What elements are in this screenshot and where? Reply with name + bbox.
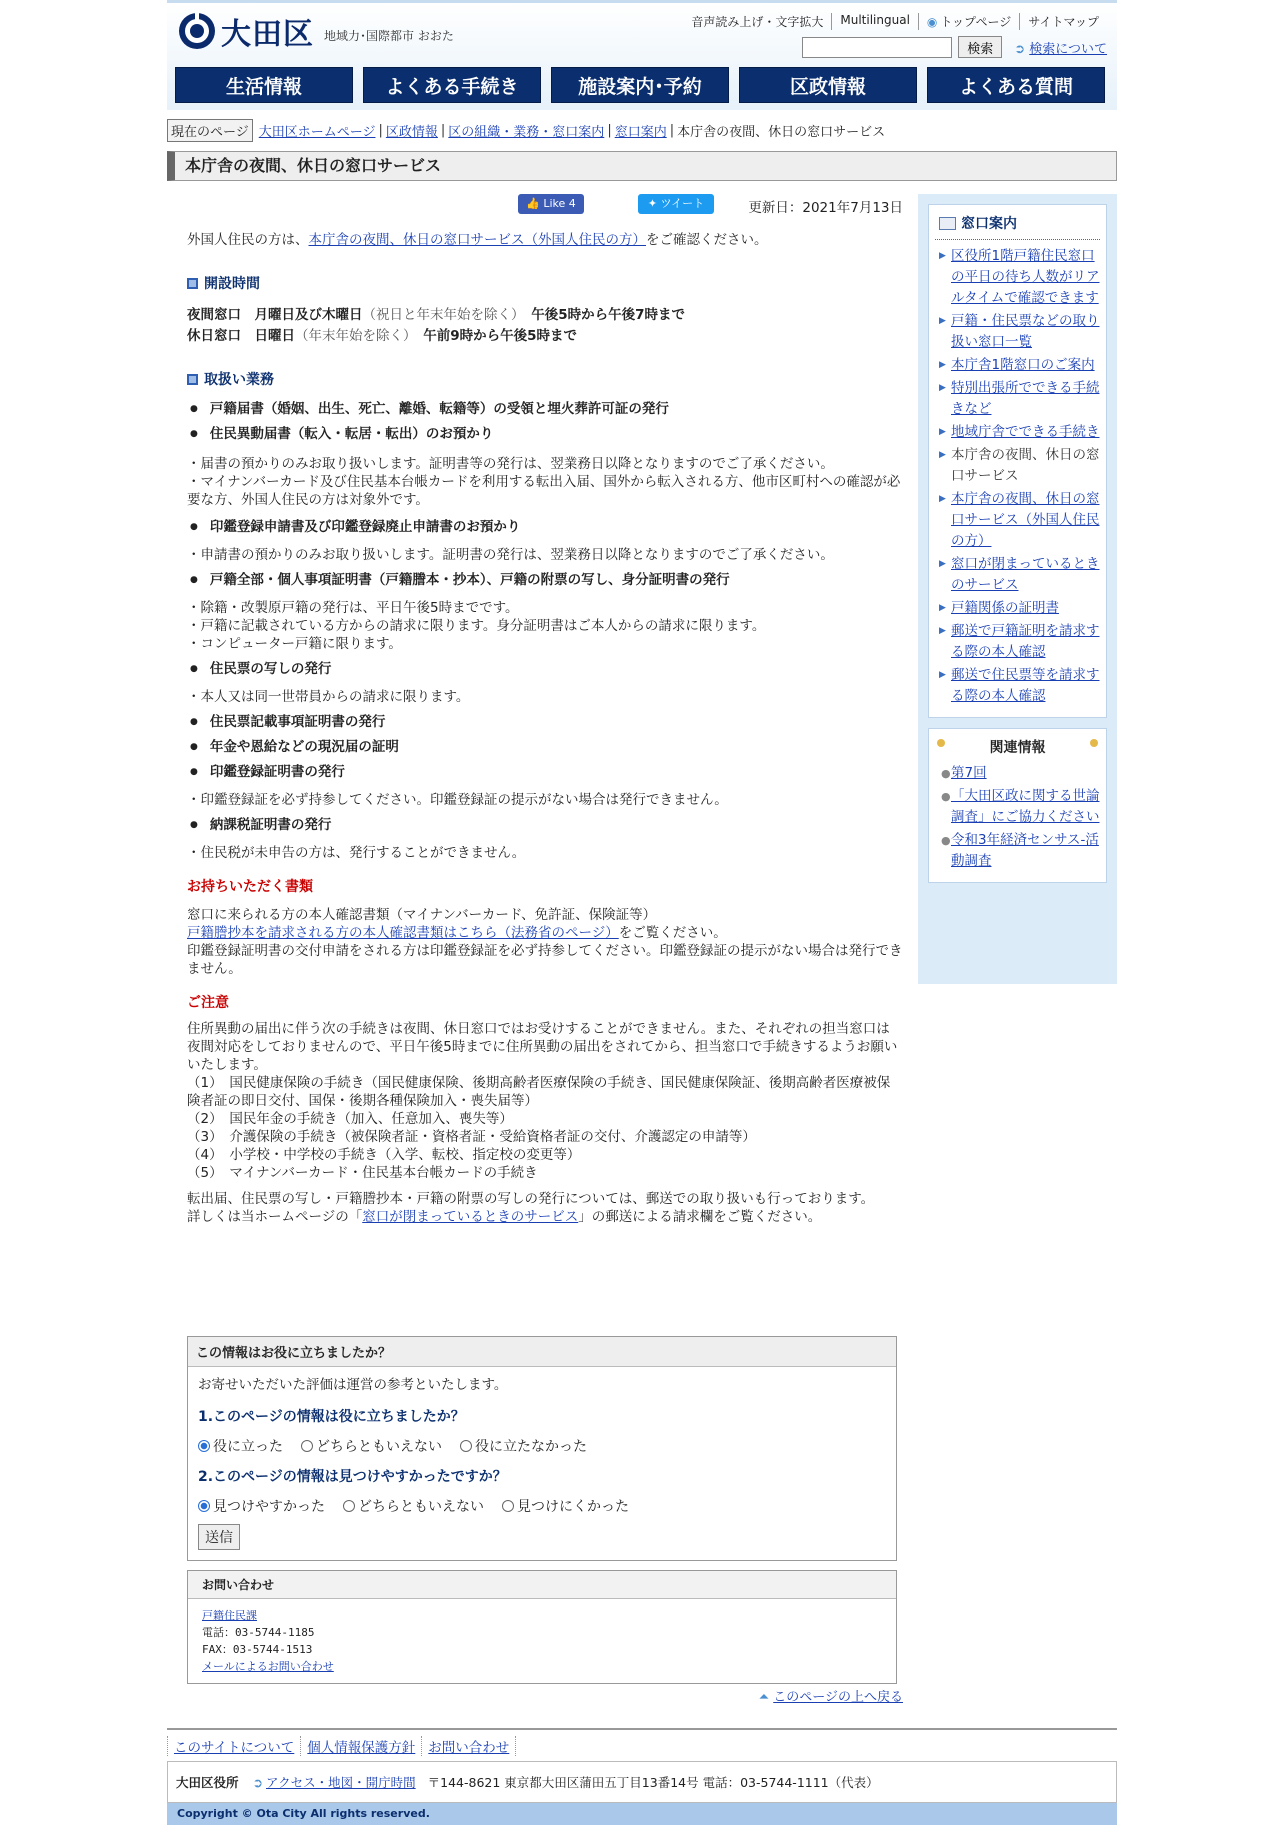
- closed-service-link[interactable]: 窓口が閉まっているときのサービス: [362, 1209, 579, 1225]
- contact-dept-link[interactable]: 戸籍住民課: [202, 1609, 257, 1622]
- contact-mail-link[interactable]: メールによるお問い合わせ: [202, 1660, 334, 1673]
- sidebar-item[interactable]: [935, 311, 1100, 353]
- related-item-label: 令和3年経済センサス‐活動調査: [951, 832, 1099, 869]
- service-item: ● 住民異動届書（転入・転居・転出）のお預かり: [187, 424, 903, 445]
- triangle-right-icon: ▶: [939, 383, 946, 393]
- bullet-icon: ●: [941, 834, 951, 847]
- survey-options-1: [198, 1436, 886, 1456]
- service-item: ● 納課税証明書の発行: [187, 815, 903, 836]
- foreign-resident-link[interactable]: 本庁舎の夜間、休日の窓口サービス（外国人住民の方）: [308, 232, 646, 248]
- tweet-button[interactable]: [638, 194, 714, 214]
- util-multilingual-link[interactable]: Multilingual: [831, 13, 918, 30]
- bring-section: [187, 906, 903, 978]
- service-note: ・印鑑登録証を必ず持参してください。印鑑登録証の提示がない場合は発行できません。: [187, 792, 728, 808]
- sidebar: [918, 194, 1117, 984]
- sidebar-list: [935, 246, 1100, 707]
- nav-procedures[interactable]: よくある手続き: [363, 67, 541, 103]
- bring-heading: お持ちいただく書類: [187, 879, 313, 895]
- triangle-right-icon: ▶: [939, 603, 946, 613]
- triangle-right-icon: ▶: [939, 251, 946, 261]
- hours-holiday: [187, 326, 903, 347]
- contact-box: [187, 1570, 897, 1684]
- services-list: [187, 399, 903, 862]
- sidebar-title: [935, 211, 1100, 240]
- q1-option-useful-label: 役に立った: [213, 1439, 283, 1455]
- q2-option-easy[interactable]: [198, 1496, 325, 1516]
- bird-icon: ✦: [647, 197, 658, 210]
- util-top-link[interactable]: [918, 13, 1019, 30]
- services-heading: [187, 369, 903, 389]
- service-item: ● 印鑑登録証明書の発行: [187, 762, 903, 783]
- util-sitemap-link[interactable]: サイトマップ: [1019, 13, 1107, 30]
- main-content: [187, 192, 903, 1226]
- triangle-right-icon: ▶: [939, 626, 946, 636]
- search-help-label: 検索について: [1029, 41, 1107, 57]
- ota-city-emblem-icon: [177, 11, 217, 51]
- sidebar-item[interactable]: [935, 665, 1100, 707]
- service-item: ● 戸籍届書（婚姻、出生、死亡、離婚、転籍等）の受領と埋火葬許可証の発行: [187, 399, 903, 420]
- footer-access-link[interactable]: [253, 1773, 416, 1791]
- page-top-label: このページの上へ戻る: [773, 1690, 903, 1705]
- intro-text: [187, 230, 903, 251]
- footer-links: [167, 1728, 1117, 1756]
- footer-info: [167, 1761, 1117, 1803]
- site-search: [802, 36, 1107, 58]
- sidebar-item-label: 戸籍関係の証明書: [951, 600, 1059, 616]
- sidebar-item-label: 窓口が閉まっているときのサービス: [951, 556, 1100, 593]
- thumbs-up-icon: 👍: [526, 197, 540, 210]
- caution-section: [187, 1020, 903, 1226]
- service-note: ・届書の預かりのみお取り扱いします。証明書等の発行は、翌業務日以降となりますのでご了承ください。: [187, 456, 834, 472]
- intro-pre: 外国人住民の方は、: [187, 232, 309, 248]
- service-note: ・コンピューター戸籍に限ります。: [187, 636, 402, 652]
- bullet-icon: ●: [941, 790, 951, 803]
- sidebar-item-label: 地域庁舎でできる手続き: [951, 424, 1100, 440]
- contact-fax: FAX：03-5744-1513: [202, 1643, 313, 1656]
- hours-night-label: 夜間窓口 月曜日及び木曜日: [187, 307, 363, 323]
- survey-submit-button[interactable]: 送信: [198, 1524, 240, 1550]
- sidebar-item-current: [935, 445, 1100, 487]
- bring-line-2-post: をご覧ください。: [618, 925, 727, 941]
- triangle-right-icon: ▶: [939, 360, 946, 370]
- hours-night-time: 午後5時から午後7時まで: [517, 307, 686, 323]
- intro-post: をご確認ください。: [646, 232, 768, 248]
- util-voice-link[interactable]: 音声読み上げ・文字拡大: [691, 15, 824, 29]
- caution-item: （5） マイナンバーカード・住民基本台帳カードの手続き: [187, 1165, 538, 1181]
- arrow-circle-icon: ➲: [252, 1775, 263, 1790]
- survey-options-2: [198, 1496, 886, 1516]
- sidebar-item[interactable]: [935, 598, 1100, 619]
- sidebar-related-box: [928, 728, 1107, 883]
- bring-line-3: 印鑑登録証明書の交付申請をされる方は印鑑登録証を必ず持参してください。印鑑登録証の提示がない場合は発行できません。: [187, 943, 903, 977]
- logo-tagline: 地域力･国際都市 おおた: [324, 28, 454, 43]
- related-item[interactable]: [935, 763, 1100, 784]
- survey-body: [188, 1367, 896, 1560]
- sidebar-item[interactable]: [935, 246, 1100, 309]
- services-heading-text: 取扱い業務: [204, 372, 274, 388]
- sidebar-item[interactable]: [935, 422, 1100, 443]
- footer-address: 〒144-8621 東京都大田区蒲田五丁目13番14号 電話：03-5744-1111（代表）: [427, 1775, 879, 1790]
- sidebar-item-label: 本庁舎の夜間、休日の窓口サービス: [951, 447, 1100, 484]
- sidebar-item[interactable]: [935, 621, 1100, 663]
- footer-org: 大田区役所: [176, 1775, 239, 1790]
- sidebar-item-label: 本庁舎の夜間、休日の窓口サービス（外国人住民の方）: [951, 491, 1100, 549]
- search-button[interactable]: 検索: [958, 36, 1002, 58]
- breadcrumb-government[interactable]: 区政情報: [385, 125, 438, 140]
- hours-holiday-note: （年末年始を除く）: [295, 328, 410, 344]
- caution-heading: ご注意: [187, 995, 229, 1011]
- tweet-label: ツイート: [660, 197, 705, 210]
- moj-id-link[interactable]: 戸籍謄抄本を請求される方の本人確認書類はこちら（法務省のページ）: [187, 925, 619, 941]
- q2-option-easy-label: 見つけやすかった: [213, 1499, 325, 1515]
- q1-option-not-useful[interactable]: [460, 1436, 587, 1456]
- heading-square-icon: [187, 374, 198, 385]
- dot-icon: [1090, 739, 1098, 747]
- triangle-right-icon: ▶: [939, 427, 946, 437]
- sidebar-item-label: 本庁舎1階窓口のご案内: [951, 357, 1095, 373]
- bring-line-1: 窓口に来られる方の本人確認書類（マイナンバーカード、免許証、保険証等）: [187, 907, 657, 923]
- hours-night-note: （祝日と年末年始を除く）: [362, 307, 518, 323]
- footer-access-label: アクセス・地図・開庁時間: [266, 1775, 416, 1790]
- home-icon: ◉: [926, 15, 938, 29]
- utility-links: [683, 13, 1107, 30]
- breadcrumb-organization[interactable]: 区の組織・業務・窓口案内: [448, 125, 605, 140]
- caution-item: （4） 小学校・中学校の手続き（入学、転校、指定校の変更等）: [187, 1147, 581, 1163]
- breadcrumb: 現在のページ 大田区ホームページ | 区政情報 | 区の組織・業務・窓口案内 | 窓口案内 | 本庁舎の夜間、休日の窓口サービス: [167, 119, 885, 142]
- caution-intro: 住所異動の届出に伴う次の手続きは夜間、休日窓口ではお受けすることができません。また、それぞれの担当窓口は夜間対応をしておりませんので、平日午後5時までに住所異動の届出をされてから、担当窓口で手続きするようお願いいたします。: [187, 1021, 898, 1073]
- util-top-label: トップページ: [940, 15, 1012, 29]
- breadcrumb-current: 本庁舎の夜間、休日の窓口サービス: [677, 125, 886, 140]
- sidebar-item-label: 特別出張所でできる手続きなど: [951, 380, 1100, 417]
- site-header: [167, 0, 1117, 110]
- updated-date: 更新日：2021年7月13日: [748, 200, 903, 216]
- sidebar-title-text: 窓口案内: [961, 216, 1017, 232]
- global-nav: [175, 67, 1105, 103]
- sidebar-counter-box: [928, 204, 1107, 718]
- survey-question-2: 2.このページの情報は見つけやすかったですか？: [198, 1469, 507, 1485]
- folder-icon: [939, 217, 956, 230]
- heading-square-icon: [187, 278, 198, 289]
- sidebar-item[interactable]: [935, 355, 1100, 376]
- service-item: ● 住民票記載事項証明書の発行: [187, 712, 903, 733]
- sidebar-item[interactable]: [935, 489, 1100, 552]
- breadcrumb-label: 現在のページ: [167, 119, 253, 142]
- sidebar-item-label: 区役所1階戸籍住民窓口の平日の待ち人数がリアルタイムで確認できます: [951, 248, 1100, 306]
- radio-icon: [343, 1500, 355, 1512]
- hours-heading: [187, 273, 903, 293]
- search-help-link[interactable]: [1014, 38, 1107, 57]
- contact-heading: お問い合わせ: [188, 1571, 896, 1599]
- arrow-circle-icon: ➲: [1014, 41, 1026, 57]
- hours-night: [187, 305, 903, 326]
- triangle-right-icon: ▶: [939, 670, 946, 680]
- site-logo[interactable]: [177, 9, 454, 53]
- service-item: ● 年金や恩給などの現況届の証明: [187, 737, 903, 758]
- service-note: ・マイナンバーカード及び住民基本台帳カードを利用する転出入届、国外から転入される方、他市区町村への確認が必要な方、外国人住民の方は対象外です。: [187, 474, 901, 508]
- dot-icon: [937, 739, 945, 747]
- caution-item: （1） 国民健康保険の手続き（国民健康保険、後期高齢者医療保険の手続き、国民健康保険証、後期高齢者医療被保険者証の即日交付、国保・後期各種保険加入・喪失届等）: [187, 1075, 891, 1109]
- caution-item: （2） 国民年金の手続き（加入、任意加入、喪失等）: [187, 1111, 513, 1127]
- service-note: ・申請書の預かりのみお取り扱いします。証明書の発行は、翌業務日以降となりますのでご了承ください。: [187, 547, 834, 563]
- hours-holiday-time: 午前9時から午後5時まで: [409, 328, 578, 344]
- service-item: ● 印鑑登録申請書及び印鑑登録廃止申請書のお預かり: [187, 517, 903, 538]
- footer-contact-link[interactable]: お問い合わせ: [422, 1736, 516, 1756]
- triangle-right-icon: ▶: [939, 450, 946, 460]
- triangle-right-icon: ▶: [939, 559, 946, 569]
- service-item: ● 住民票の写しの発行: [187, 659, 903, 680]
- related-item[interactable]: [935, 786, 1100, 828]
- triangle-right-icon: ▶: [939, 494, 946, 504]
- contact-body: [188, 1599, 896, 1683]
- radio-icon: [301, 1440, 313, 1452]
- q1-option-neutral[interactable]: [301, 1436, 442, 1456]
- caution-mail-1: 転出届、住民票の写し・戸籍謄抄本・戸籍の附票の写しの発行については、郵送での取り扱いも行っております。: [187, 1191, 875, 1207]
- survey-heading: この情報はお役に立ちましたか？: [188, 1337, 896, 1367]
- related-list: [935, 763, 1100, 872]
- radio-checked-icon: [198, 1440, 210, 1452]
- sidebar-item-label: 郵送で戸籍証明を請求する際の本人確認: [951, 623, 1100, 660]
- caution-mail-2-pre: 詳しくは当ホームページの「: [187, 1209, 363, 1225]
- footer-about-link[interactable]: このサイトについて: [167, 1736, 301, 1756]
- related-title: [935, 735, 1100, 757]
- survey-question-1: 1.このページの情報は役に立ちましたか？: [198, 1409, 465, 1425]
- q2-option-neutral-label: どちらともいえない: [358, 1499, 484, 1515]
- like-label: Like 4: [543, 197, 576, 210]
- service-note: ・戸籍に記載されている方からの請求に限ります。身分証明書はご本人からの請求に限ります。: [187, 618, 766, 634]
- caution-mail-2-post: 」の郵送による請求欄をご覧ください。: [578, 1209, 822, 1225]
- copyright: Copyright © Ota City All rights reserved.: [167, 1803, 1117, 1825]
- nav-life-info[interactable]: 生活情報: [175, 67, 353, 103]
- service-note: ・本人又は同一世帯員からの請求に限ります。: [187, 689, 470, 705]
- feedback-survey: [187, 1336, 897, 1561]
- q2-option-hard-label: 見つけにくかった: [517, 1499, 629, 1515]
- survey-intro: お寄せいただいた評価は運営の参考といたします。: [198, 1377, 508, 1393]
- page-title: 本庁舎の夜間、休日の窓口サービス: [167, 151, 1117, 181]
- logo-text: 大田区: [221, 17, 314, 52]
- hours-heading-text: 開設時間: [204, 276, 260, 292]
- nav-facilities[interactable]: 施設案内･予約: [551, 67, 729, 103]
- bullet-icon: ●: [941, 767, 951, 780]
- related-title-text: 関連情報: [989, 740, 1046, 756]
- nav-faq[interactable]: よくある質問: [927, 67, 1105, 103]
- triangle-right-icon: ▶: [939, 316, 946, 326]
- nav-government[interactable]: 区政情報: [739, 67, 917, 103]
- arrow-up-circle-icon: ⏶: [758, 1690, 770, 1705]
- hours-table: [187, 305, 903, 347]
- contact-tel: 電話：03-5744-1185: [202, 1626, 315, 1639]
- facebook-like-button[interactable]: [518, 194, 584, 214]
- q1-option-neutral-label: どちらともいえない: [316, 1439, 442, 1455]
- service-note: ・住民税が未申告の方は、発行することができません。: [187, 845, 526, 861]
- page-top-link[interactable]: [759, 1686, 903, 1705]
- related-item-label: 「大田区政に関する世論調査」にご協力ください: [951, 788, 1100, 825]
- sidebar-item[interactable]: [935, 554, 1100, 596]
- footer-privacy-link[interactable]: 個人情報保護方針: [301, 1736, 422, 1756]
- radio-icon: [502, 1500, 514, 1512]
- related-item-label: 第7回: [951, 765, 987, 781]
- breadcrumb-home[interactable]: 大田区ホームページ: [258, 125, 376, 140]
- q1-option-not-useful-label: 役に立たなかった: [475, 1439, 587, 1455]
- service-note: ・除籍・改製原戸籍の発行は、平日午後5時までです。: [187, 600, 519, 616]
- caution-mail-2: [187, 1208, 903, 1226]
- q2-option-hard[interactable]: [502, 1496, 629, 1516]
- search-input[interactable]: [802, 37, 952, 58]
- breadcrumb-counter[interactable]: 窓口案内: [614, 125, 667, 140]
- radio-icon: [460, 1440, 472, 1452]
- q2-option-neutral[interactable]: [343, 1496, 484, 1516]
- caution-item: （3） 介護保険の手続き（被保険者証・資格者証・受給資格者証の交付、介護認定の申請等）: [187, 1129, 756, 1145]
- sidebar-item-label: 戸籍・住民票などの取り扱い窓口一覧: [951, 313, 1100, 350]
- service-item: ● 戸籍全部・個人事項証明書（戸籍謄本・抄本）、戸籍の附票の写し、身分証明書の発行: [187, 570, 903, 591]
- sidebar-item-label: 郵送で住民票等を請求する際の本人確認: [951, 667, 1100, 704]
- share-bar: [187, 192, 903, 218]
- bring-line-2: [187, 924, 903, 942]
- q1-option-useful[interactable]: [198, 1436, 283, 1456]
- radio-checked-icon: [198, 1500, 210, 1512]
- sidebar-item[interactable]: [935, 378, 1100, 420]
- related-item[interactable]: [935, 830, 1100, 872]
- hours-holiday-label: 休日窓口 日曜日: [187, 328, 295, 344]
